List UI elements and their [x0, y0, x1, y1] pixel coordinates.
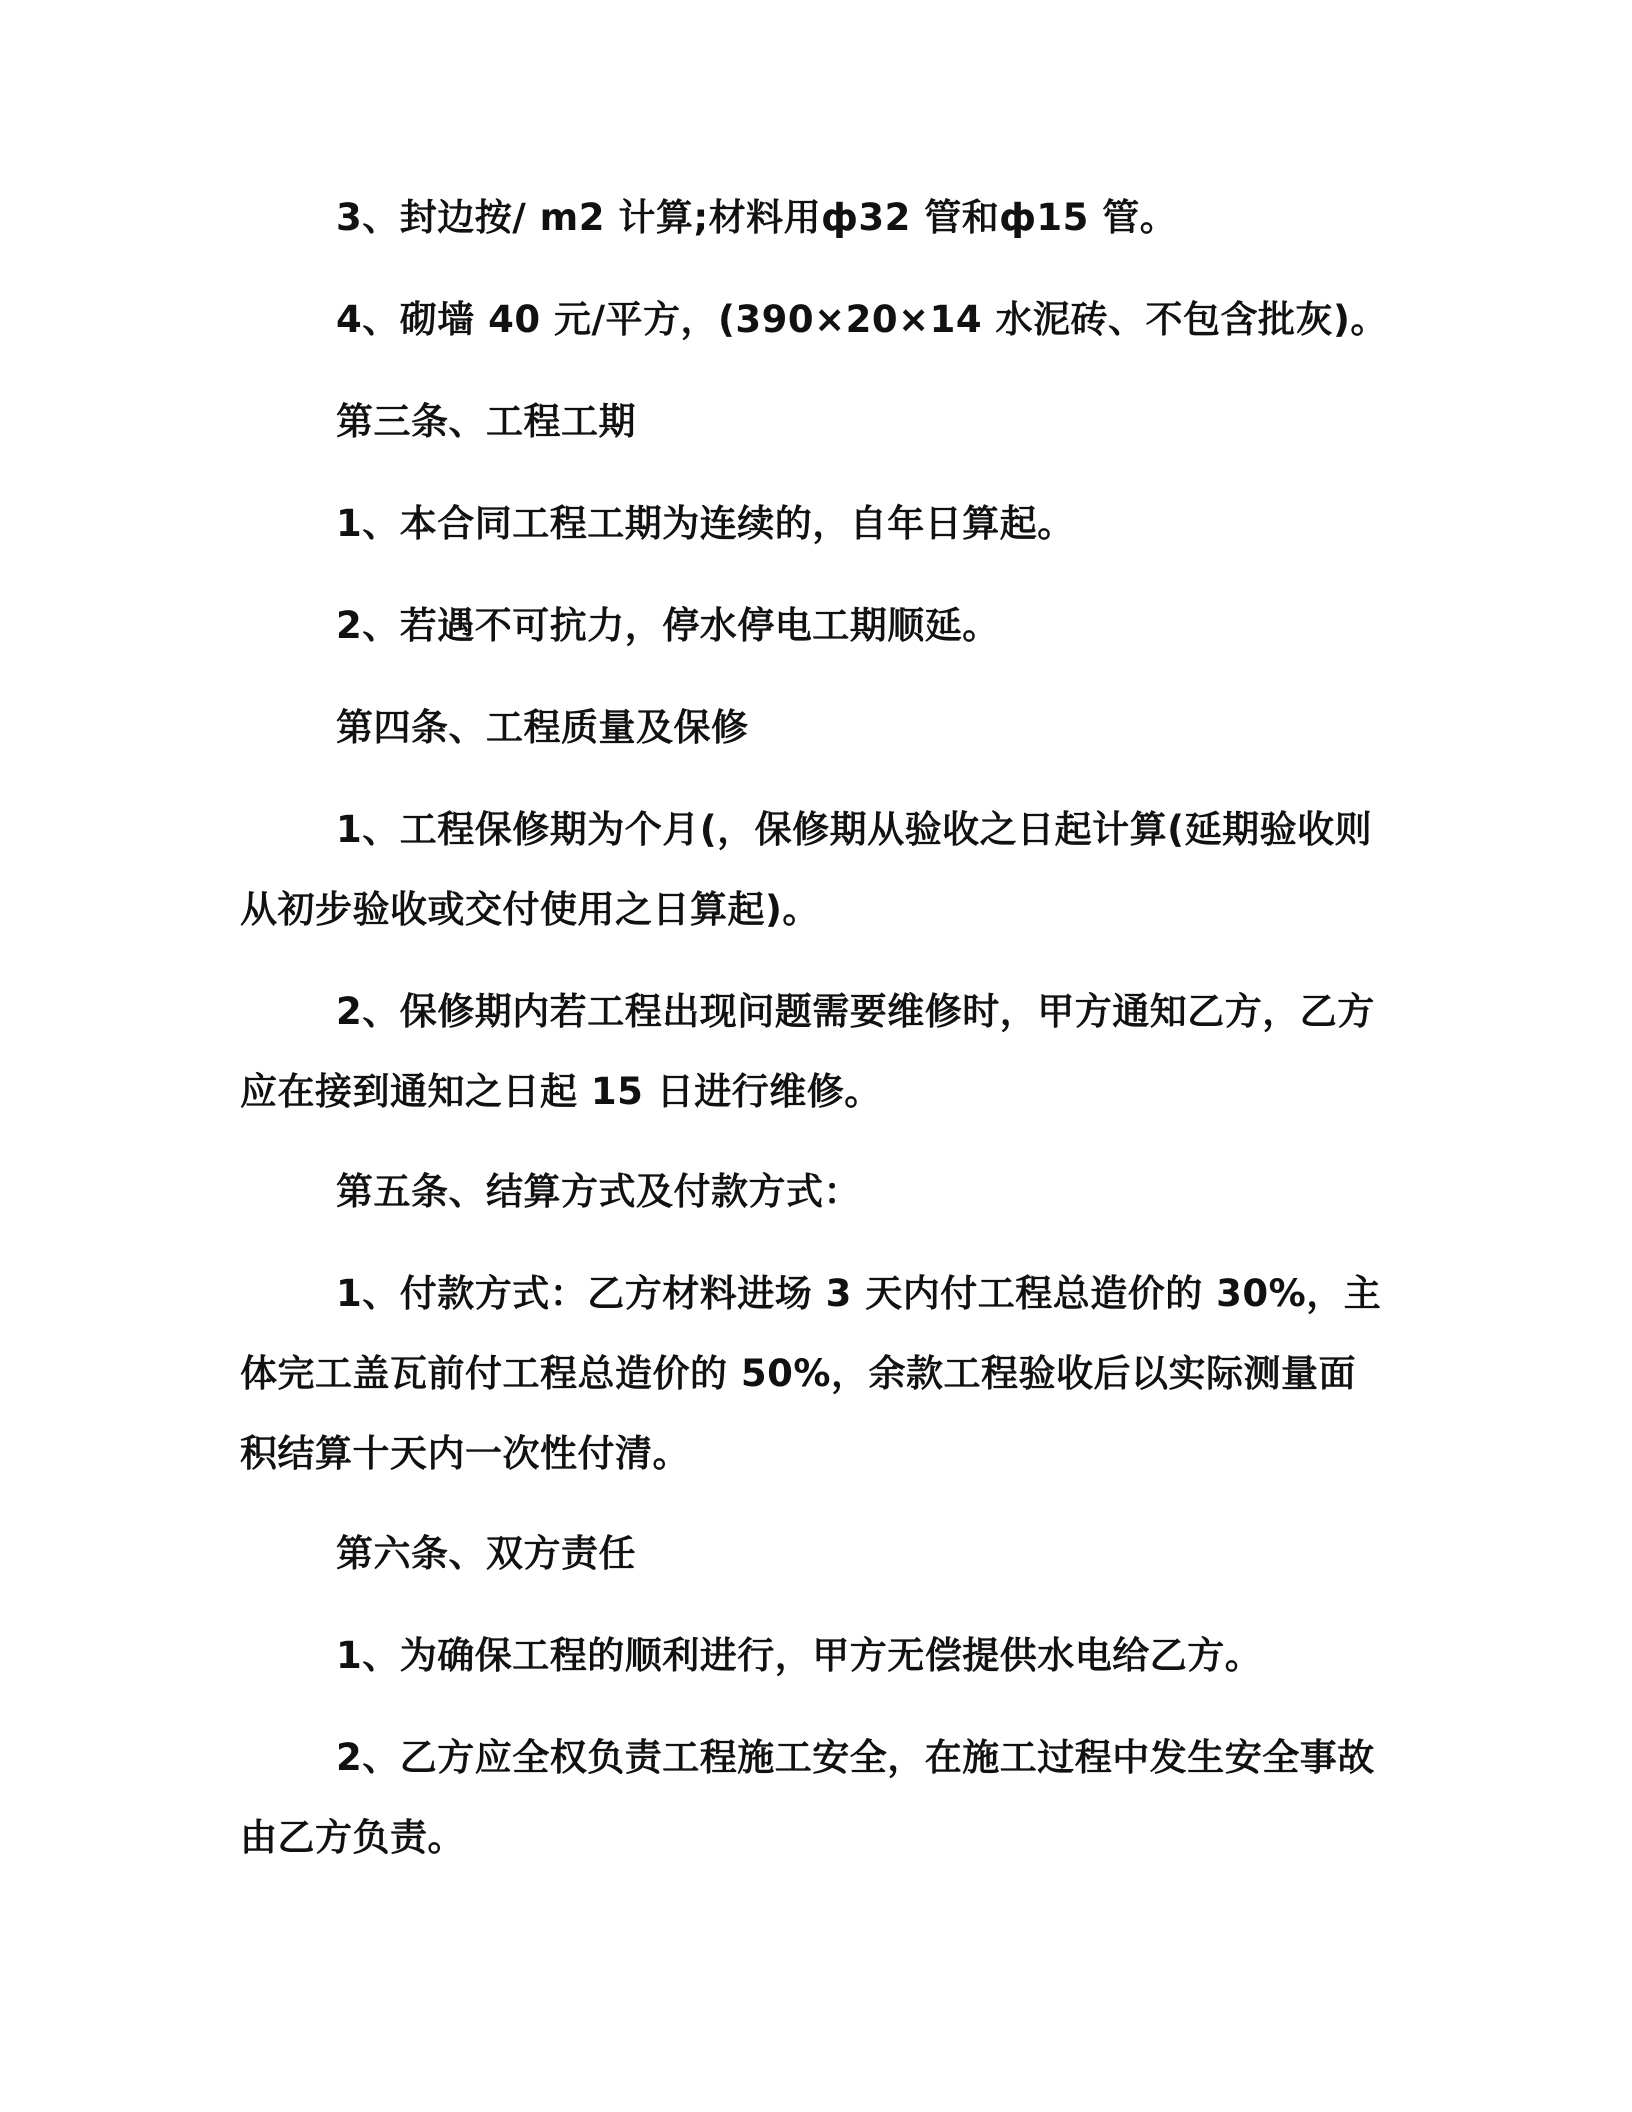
paragraph-safety: 2、乙方应全权负责工程施工安全，在施工过程中发生安全事故由乙方负责。: [240, 1736, 1375, 1859]
paragraph-sealing-pricing: 3、封边按/ m2 计算;材料用ф32 管和ф15 管。: [336, 196, 1178, 239]
article-5-heading: 第五条、结算方式及付款方式：: [336, 1170, 861, 1213]
paragraph-force-majeure: 2、若遇不可抗力，停水停电工期顺延。: [336, 604, 1000, 647]
paragraph-masonry-pricing: 4、砌墙 40 元/平方，(390×20×14 水泥砖、不包含批灰)。: [336, 298, 1388, 341]
paragraph-payment-method: 1、付款方式：乙方材料进场 3 天内付工程总造价的 30%，主体完工盖瓦前付工程总造价的 50%，余款工程验收后以实际测量面积结算十天内一次性付清。: [240, 1272, 1382, 1475]
paragraph-utilities: 1、为确保工程的顺利进行，甲方无偿提供水电给乙方。: [336, 1634, 1263, 1677]
article-3-heading: 第三条、工程工期: [336, 400, 636, 443]
article-4-heading: 第四条、工程质量及保修: [336, 706, 749, 749]
article-6-heading: 第六条、双方责任: [336, 1532, 636, 1575]
paragraph-warranty-period: 1、工程保修期为个月(，保修期从验收之日起计算(延期验收则从初步验收或交付使用之日算起)。: [240, 808, 1373, 931]
paragraph-schedule-start: 1、本合同工程工期为连续的，自年日算起。: [336, 502, 1075, 545]
paragraph-warranty-repair: 2、保修期内若工程出现问题需要维修时，甲方通知乙方，乙方应在接到通知之日起 15 日进行维修。: [240, 990, 1375, 1113]
